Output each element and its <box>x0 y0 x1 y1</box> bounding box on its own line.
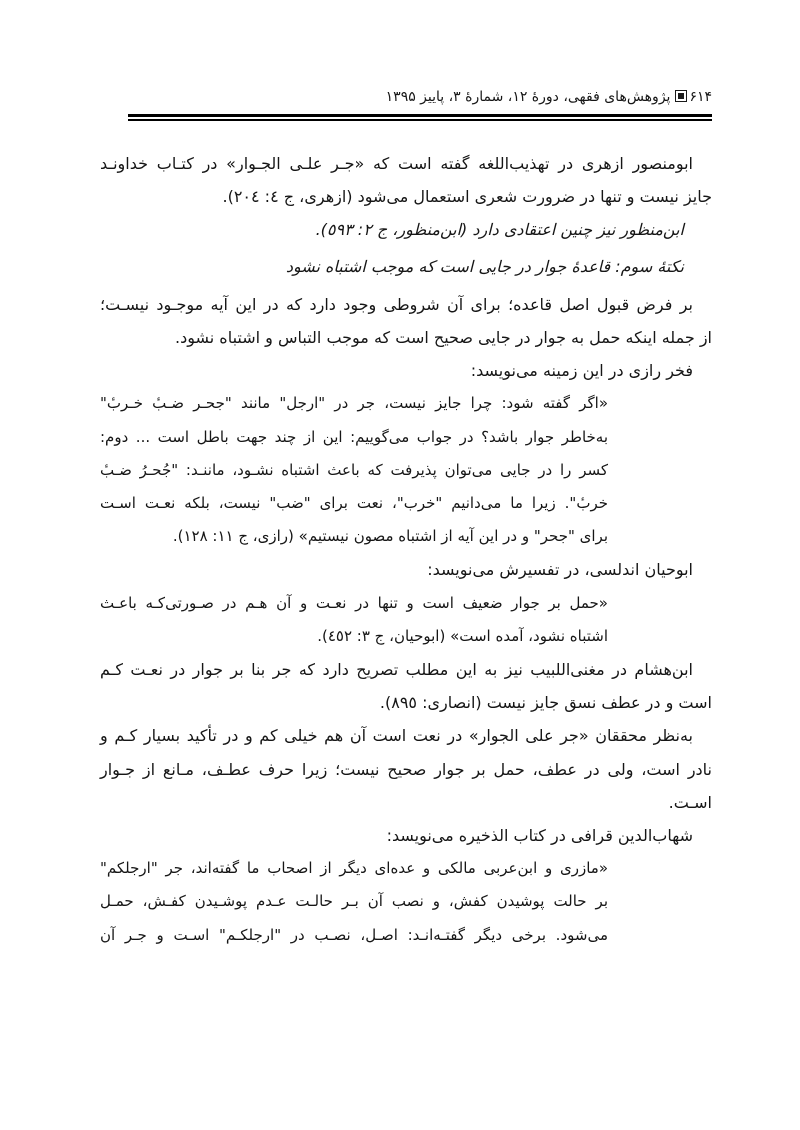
text-line: ابوحیان اندلسی، در تفسیرش می‌نویسد: <box>427 560 693 580</box>
text-line: ابن‌منظور نیز چنین اعتقادی دارد (ابن‌منظور، ج ٢: ٥٩٣). <box>315 220 684 240</box>
journal-info: پژوهش‌های فقهی، دورۀ ۱۲، شمارۀ ۳، پاییز ۱۳۹۵ <box>385 89 671 105</box>
text-line: جایز نیست و تنها در ضرورت شعری استعمال می‌شود (ازهری، ج ٤: ٢٠٤). <box>222 187 712 207</box>
lead-in-abuhayyan <box>100 553 712 586</box>
lead-in-qarafi <box>100 819 712 852</box>
text-line: «مازری و ابن‌عربی مالکی و عده‌ای دیگر از اصحاب ما گفته‌اند، جر "ارجلکم" <box>100 859 608 878</box>
text-line: کسر را در جایی می‌توان پذیرفت که باعث اشتباه نشـود، ماننـد: "جُحـرُ ضـبٔ <box>100 460 608 479</box>
text-line: ابن‌هشام در مغنی‌اللبیب نیز به این مطلب تصریح دارد که جر بنا بر جوار در نعـت کـم <box>100 660 693 680</box>
page-number: ۶۱۴ <box>689 89 712 105</box>
text-line: است و در عطف نسق جایز نیست (انصاری: ٨٩٥). <box>379 693 712 713</box>
paragraph-researchers <box>100 719 712 819</box>
text-line: از جمله اینکه حمل به جوار در جایی صحیح است که موجب التباس و اشتباه نشود. <box>175 328 712 348</box>
text-line: «اگر گفته شود: چرا جایز نیست، جر در "ارجل" مانند "جحـر ضـبٔ خـربٔ" <box>100 394 608 413</box>
square-ornament-inner <box>678 93 684 99</box>
text-block <box>100 0 712 952</box>
blockquote-qarafi <box>100 852 608 952</box>
text-line: می‌شود. برخی دیگر گفتـه‌انـد: اصـل، نصـب در "ارجلکـم" اسـت و جـر آن <box>100 925 608 944</box>
text-line: ابومنصور ازهری در تهذیب‌اللغه گفته است که «جـر علـی الجـوار» در کتـاب خداونـد <box>100 154 693 173</box>
paragraph-ibn-manzur-italic <box>100 213 712 246</box>
text-line: اسـت. <box>668 792 712 812</box>
text-line: شهاب‌الدین قرافی در کتاب الذخیره می‌نویسد: <box>386 826 693 846</box>
text-line: نکتۀ سوم: قاعدۀ جوار در جایی است که موجب اشتباه نشود <box>285 256 684 276</box>
note-heading <box>100 250 712 283</box>
header-double-rule <box>128 114 712 121</box>
text-line: به‌نظر محققان «جر علی الجوار» در نعت است آن هم خیلی کم و در تأکید بسیار کـم و <box>100 726 693 746</box>
text-line: برای "جحر" و در این آیه از اشتباه مصون نیستیم» (رازی، ج ١١: ١٢٨). <box>172 527 608 546</box>
paragraph-azhari <box>100 147 712 213</box>
square-ornament-icon <box>675 90 687 102</box>
lead-in-razi <box>100 354 712 387</box>
blockquote-abuhayyan <box>100 587 608 653</box>
blockquote-razi <box>100 387 608 553</box>
paragraph-ibn-hisham <box>100 653 712 719</box>
text-line: «حمل بر جوار ضعیف است و تنها در نعـت و آن هـم در صـورتی‌کـه باعـث <box>100 593 608 612</box>
text-line: بر فرض قبول اصل قاعده؛ برای آن شروطی وجود دارد که در این آیه موجـود نیسـت؛ <box>100 294 693 314</box>
text-line: فخر رازی در این زمینه می‌نویسد: <box>470 361 693 381</box>
text-line: نادر است، ولی در عطف، حمل بر جوار صحیح نیست؛ زیرا حرف عطـف، مـانع از جـوار <box>100 759 712 779</box>
text-line: به‌خاطر جوار باشد؟ در جواب می‌گوییم: این از چند جهت باطل است ... دوم: <box>100 427 608 446</box>
text-line: خربٔ". زیرا ما می‌دانیم "خرب"، نعت برای "ضب" نیست، بلکه نعـت اسـت <box>100 494 608 513</box>
page-body <box>100 147 712 952</box>
text-line: اشتباه نشود، آمده است» (ابوحیان، ج ٣: ٤٥٢). <box>317 626 608 645</box>
text-line: بر حالت پوشیدن کفش، و نصب آن بـر حالـت عـدم پوشـیدن کفـش، حمـل <box>100 892 608 911</box>
paragraph-conditions <box>100 288 712 354</box>
running-head <box>100 87 712 107</box>
